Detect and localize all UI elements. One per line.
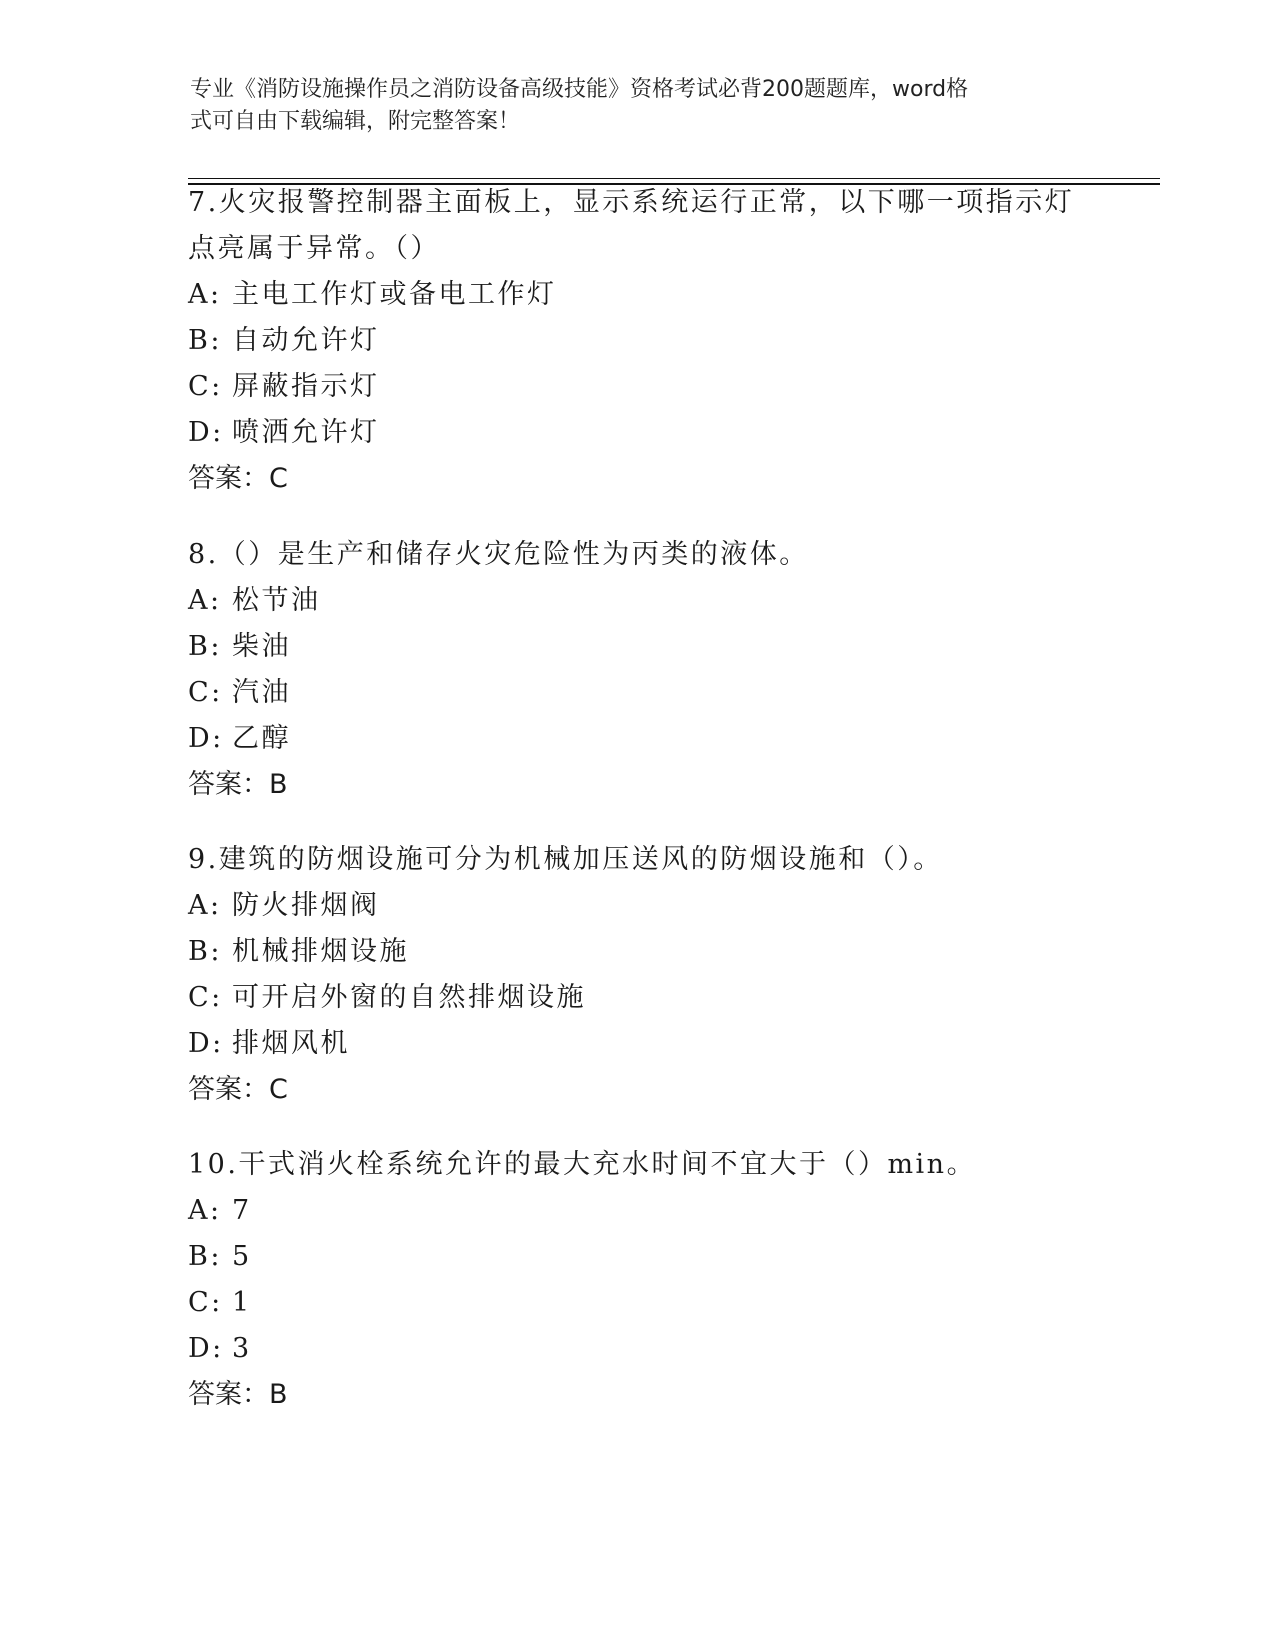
option-c: C: 屏蔽指示灯 — [188, 371, 380, 402]
option-c: C: 1 — [188, 1287, 252, 1318]
header-line-1: 专业《消防设施操作员之消防设备高级技能》资格考试必背200题题库，word格 — [190, 77, 969, 102]
option-d: D: 3 — [188, 1333, 252, 1364]
option-b: B: 机械排烟设施 — [188, 936, 409, 967]
option-d: D: 喷洒允许灯 — [188, 417, 380, 448]
option-b: B: 5 — [188, 1241, 252, 1272]
option-a: A: 防火排烟阀 — [188, 890, 380, 921]
question-9 — [188, 837, 1088, 1113]
answer: 答案：C — [188, 1074, 288, 1105]
option-b: B: 自动允许灯 — [188, 325, 380, 356]
option-c: C: 可开启外窗的自然排烟设施 — [188, 982, 586, 1013]
question-8 — [188, 532, 1088, 808]
option-a: A: 7 — [188, 1195, 252, 1226]
header-divider-thin — [188, 178, 1160, 179]
option-a: A: 主电工作灯或备电工作灯 — [188, 279, 557, 310]
option-b: B: 柴油 — [188, 631, 291, 662]
question-7 — [188, 180, 1088, 502]
option-a: A: 松节油 — [188, 585, 321, 616]
question-stem: 7.火灾报警控制器主面板上，显示系统运行正常，以下哪一项指示灯 — [188, 187, 1075, 218]
answer: 答案：B — [188, 1379, 288, 1410]
document-header — [190, 74, 1090, 138]
option-c: C: 汽油 — [188, 677, 291, 708]
answer: 答案：B — [188, 769, 288, 800]
answer: 答案：C — [188, 463, 288, 494]
option-d: D: 乙醇 — [188, 723, 291, 754]
header-line-2: 式可自由下载编辑，附完整答案！ — [190, 109, 521, 134]
question-stem: 点亮属于异常。（） — [188, 233, 440, 264]
question-10 — [188, 1142, 1088, 1418]
question-stem: 9.建筑的防烟设施可分为机械加压送风的防烟设施和（）。 — [188, 844, 943, 875]
question-stem: 8.（）是生产和储存火灾危险性为丙类的液体。 — [188, 539, 809, 570]
question-stem: 10.干式消火栓系统允许的最大充水时间不宜大于（）min。 — [188, 1149, 977, 1180]
option-d: D: 排烟风机 — [188, 1028, 350, 1059]
